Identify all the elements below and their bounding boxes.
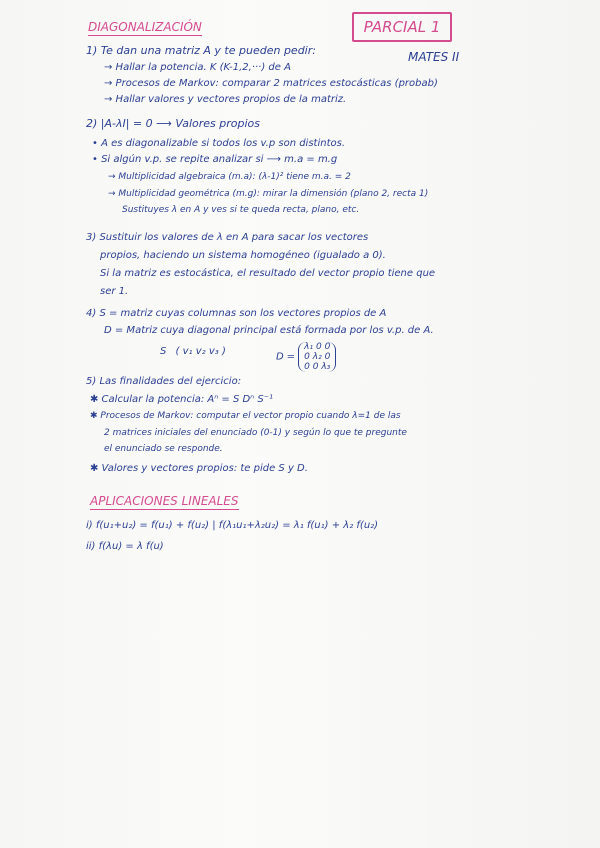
section6-line: i) f(u₁+u₂) = f(u₁) + f(u₂) | f(λ₁u₁+λ₂u₂) = λ₁ f(u₁) + λ₂ f(u₂): [86, 520, 379, 531]
d-matrix: D = λ₁ 0 0 0 λ₂ 0 0 0 λ₃: [276, 342, 336, 372]
s-matrix-col: v₃: [208, 346, 219, 357]
subject-label: MATES II: [408, 50, 460, 64]
s-matrix-label: S: [160, 346, 167, 357]
section5-item: 2 matrices iniciales del enunciado (0-1) y según lo que te pregunte: [104, 428, 407, 438]
s-matrix-col: v₂: [195, 346, 206, 357]
tag-box: PARCIAL 1: [352, 12, 452, 42]
section3-line: ser 1.: [100, 286, 129, 297]
section3-line: propios, haciendo un sistema homogéneo (igualado a 0).: [100, 250, 386, 261]
section5-item: ✱ Procesos de Markov: computar el vector propio cuando λ=1 de las: [90, 411, 401, 421]
section2-item: → Multiplicidad geométrica (m.g): mirar la dimensión (plano 2, recta 1): [108, 189, 429, 199]
s-matrix-col: v₁: [182, 346, 193, 357]
section5-heading: 5) Las finalidades del ejercicio:: [86, 376, 242, 387]
section5-item: ✱ Valores y vectores propios: te pide S y D.: [90, 463, 308, 474]
d-matrix-body: λ₁ 0 0 0 λ₂ 0 0 0 λ₃: [298, 342, 336, 372]
section1-item: → Hallar valores y vectores propios de la matriz.: [104, 94, 347, 105]
section1-heading: 1) Te dan una matriz A y te pueden pedir:: [86, 44, 316, 57]
section2-item: Sustituyes λ en A y ves si te queda recta, plano, etc.: [122, 205, 360, 215]
s-matrix: S ( v₁ v₂ v₃ ): [160, 346, 226, 357]
section1-item: → Hallar la potencia. K (K-1,2,···) de A: [104, 62, 291, 73]
section5-item: el enunciado se responde.: [104, 444, 223, 454]
d-matrix-label: D: [276, 351, 284, 363]
section2-item: • Si algún v.p. se repite analizar si ⟶ m.a = m.g: [92, 154, 338, 165]
section3-line: 3) Sustituir los valores de λ en A para sacar los vectores: [86, 232, 369, 243]
section5-item: ✱ Calcular la potencia: Aⁿ = S Dⁿ S⁻¹: [90, 394, 273, 405]
section2-item: • A es diagonalizable si todos los v.p son distintos.: [92, 138, 346, 149]
section2-item: → Multiplicidad algebraica (m.a): (λ-1)² tiene m.a. = 2: [108, 172, 351, 182]
section1-item: → Procesos de Markov: comparar 2 matrices estocásticas (probab): [104, 78, 438, 89]
section4-line: D = Matriz cuya diagonal principal está formada por los v.p. de A.: [104, 325, 434, 336]
section4-line: 4) S = matriz cuyas columnas son los vectores propios de A: [86, 308, 387, 319]
page-title: DIAGONALIZACIÓN: [88, 20, 202, 34]
section3-line: Si la matriz es estocástica, el resultado del vector propio tiene que: [100, 268, 436, 279]
section6-line: ii) f(λu) = λ f(u): [86, 541, 164, 552]
section2-heading: 2) |A-λI| = 0 ⟶ Valores propios: [86, 117, 261, 130]
section6-title: APLICACIONES LINEALES: [90, 494, 239, 508]
